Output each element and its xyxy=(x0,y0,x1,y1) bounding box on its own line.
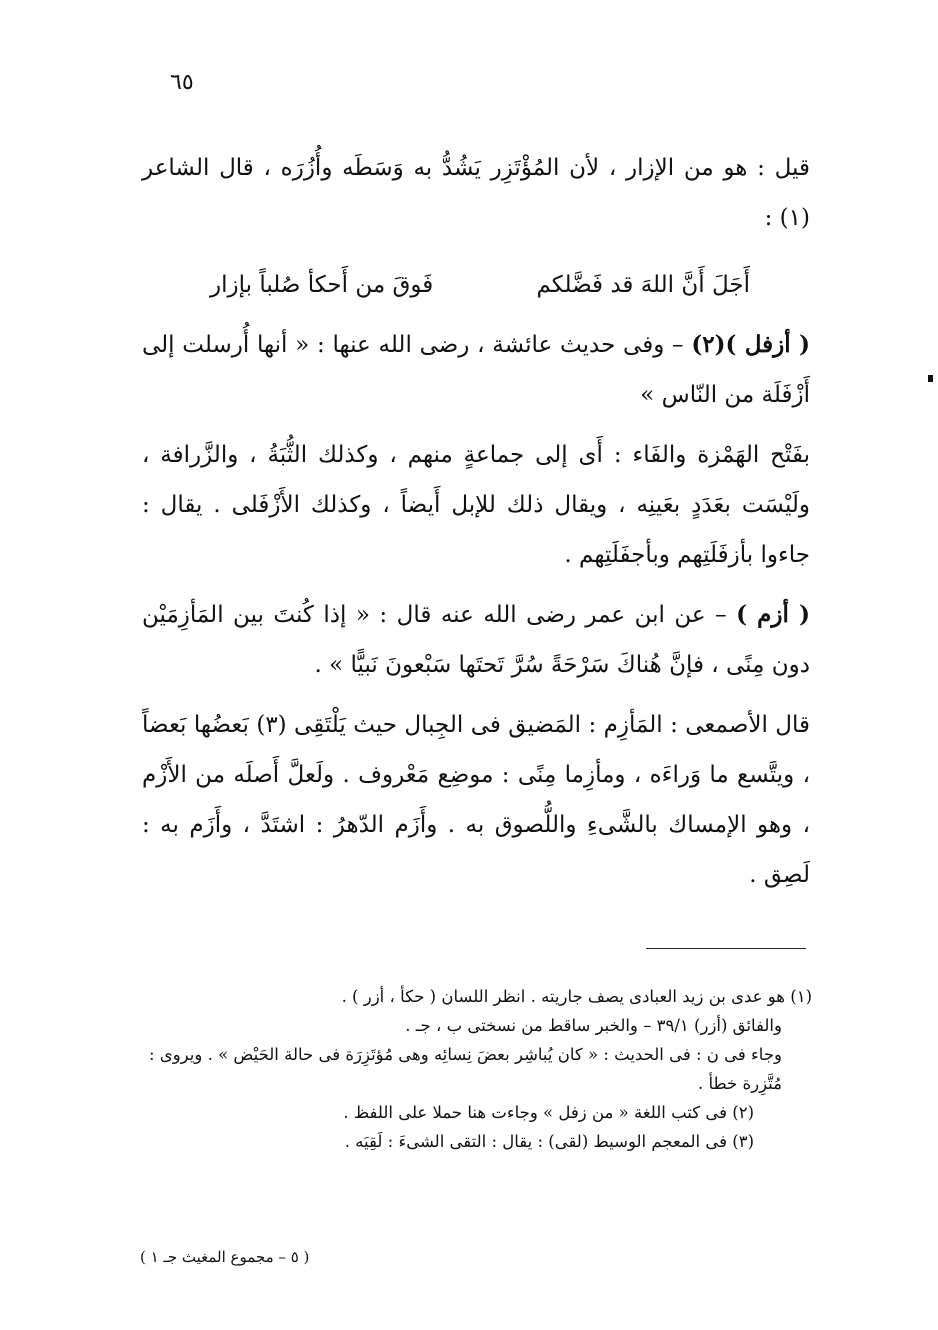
entry-azm-text: – عن ابن عمر رضى الله عنه قال : « إذا كُنتَ بين المَأزِمَيْن دون مِنًى ، فإنَّ هُناكَ سَرْحَةً سُرَّ تَحتَها سَبْعونَ نَبيًّا » . xyxy=(142,602,810,678)
poetry-verse xyxy=(210,260,750,310)
entry-azfal-text: – وفى حديث عائشة ، رضى الله عنها : « أنها أُرسلت إلى أَزْفَلَة من النّاس » xyxy=(142,332,810,408)
verse-second-hemistich: فَوقَ من أَحكأ صُلباً بإزار xyxy=(210,272,434,298)
entry-azm xyxy=(142,590,810,690)
headword-azm: ( أزم ) xyxy=(736,601,810,628)
footnote-divider xyxy=(646,948,806,949)
page-number: ٦٥ xyxy=(170,70,194,95)
paragraph-3: بفَتْح الهَمْزة والفَاء : أَى إلى جماعةٍ منهم ، وكذلك الثُّبَةُ ، والزَّرافة ، ولَيْسَت بعَدَدٍ بعَينِه ، ويقال ذلك للإبل أَيضاً ، وكذلك الأَزْفَلى . يقال : جاءوا بأزفَلَتِهم وبأجفَلَتِهم . xyxy=(142,442,810,568)
footnote-3: (٣) فى المعجم الوسيط (لقى) : يقال : التقى الشىءَ : لَقِيَه . xyxy=(344,1132,754,1151)
footnotes xyxy=(140,982,812,1156)
paragraph-5: قال الأصمعى : المَأزِم : المَضيق فى الجِبال حيث يَلْتَقِى (٣) بَعضُها بَعضاً ، ويتَّسع ما وَراءَه ، ومأزِما مِنًى : موضِع مَعْروف . ولَعلَّ أَصلَه من الأَزْم ، وهو الإمساك بالشَّىءِ واللُّصوق به . وأَزَم الدّهرُ : اشتَدَّ ، وأَزَم به : لَصِق . xyxy=(142,712,810,888)
headword-azfal: ( أزفل )(٢) xyxy=(691,331,810,358)
page-signature: ( ٥ – مجموع المغيث جـ ١ ) xyxy=(140,1248,310,1266)
margin-mark xyxy=(928,375,933,382)
footnote-1-note: وجاء فى ن : فى الحديث : « كان يُباشِر بعضَ نِسائِه وهى مُؤتَزِرَة فى حالة الحَيْض » . ويروى : مُتَّزِرة خطأ . xyxy=(149,1045,782,1093)
verse-first-hemistich: أَجَلَ أَنَّ اللهَ قد فَضَّلكم xyxy=(536,272,750,298)
footnote-1-continuation: والفائق (أزر) ٣٩/١ – والخبر ساقط من نسختى ب ، جـ . xyxy=(405,1016,782,1035)
footnote-2: (٢) فى كتب اللغة « من زفل » وجاءت هنا حملا على اللفظ . xyxy=(343,1103,754,1122)
footnote-1: (١) هو عدى بن زيد العبادى يصف جاريته . انظر اللسان ( حكأ ، أزر ) . xyxy=(341,987,812,1006)
entry-azfal xyxy=(142,320,810,420)
paragraph-1: قيل : هو من الإزار ، لأن المُؤْتَزِر يَشُدُّ به وَسَطَه وأُزُرَه ، قال الشاعر (١) : xyxy=(142,155,810,231)
